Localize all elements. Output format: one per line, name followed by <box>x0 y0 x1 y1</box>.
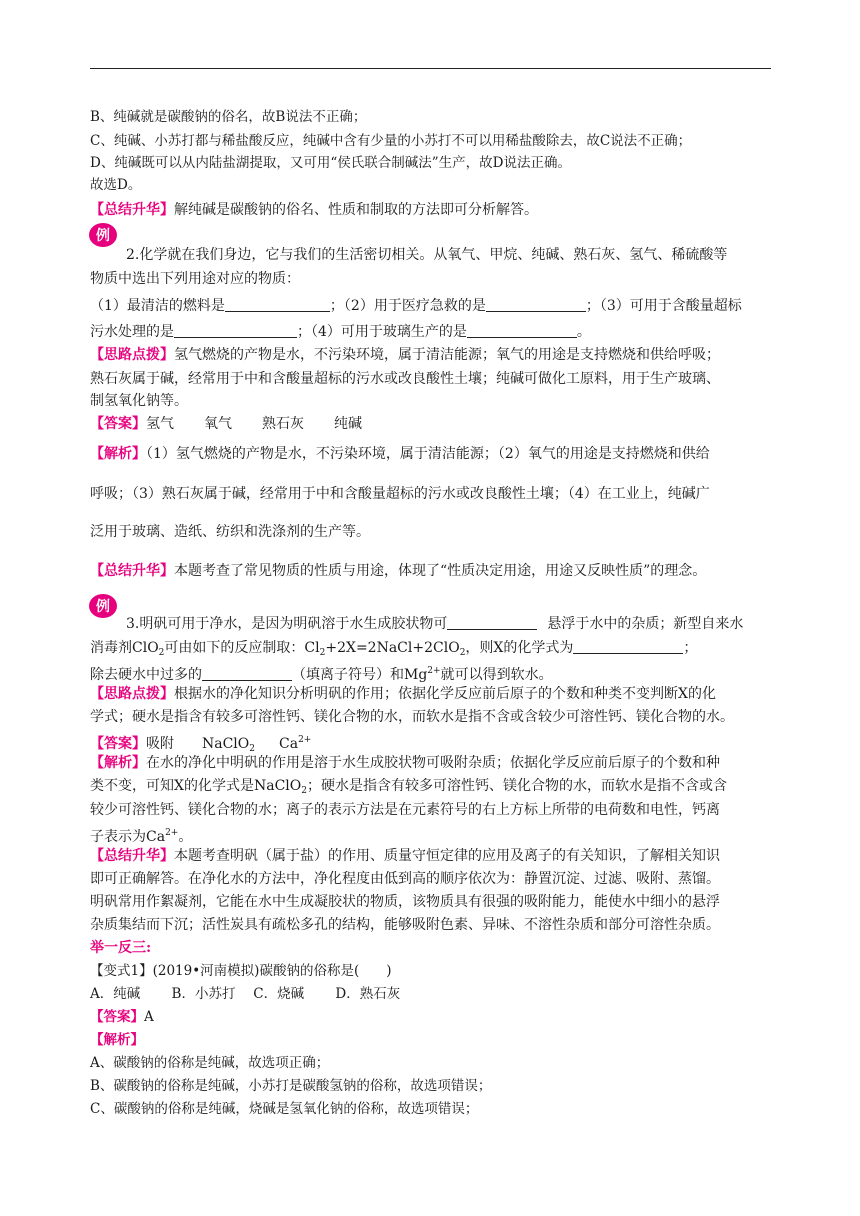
example-badge-icon <box>88 222 118 248</box>
q2-analysis-line-1: 【解析】（1）氢气燃烧的产物是水，不污染环境，属于清洁能源；（2）氧气的用途是支持燃烧和供给 <box>90 446 710 462</box>
q3-summary-line-2: 即可正确解答。在净化水的方法中，净化程度由低到高的顺序依次为：静置沉淀、过滤、吸附、蒸馏。 <box>90 871 720 887</box>
q2-hint-line-3: 制氢氧化钠等。 <box>90 393 188 409</box>
example-badge-label: 例 <box>96 599 110 615</box>
q2-blanks-line-1: （1）最清洁的燃料是 ；（2）用于医疗急救的是 ；（3）可用于含酸量超标 <box>90 298 742 314</box>
option-d-line: D、纯碱既可以从内陆盐湖提取，又可用“侯氏联合制碱法”生产，故D说法正确。 <box>90 155 571 171</box>
q2-hint-tag: 【思路点拨】 <box>90 347 174 363</box>
q3-answer-tag: 【答案】 <box>90 736 146 752</box>
q3-summary-line-4: 杂质集结而下沉；活性炭具有疏松多孔的结构，能够吸附色素、异味、不溶性杂质和部分可溶性杂质。 <box>90 917 720 933</box>
q3-hint-tag: 【思路点拨】 <box>90 686 174 702</box>
q3-analysis-line-4: 子表示为$Ca^{2+}$。 <box>90 828 193 845</box>
q3-analysis-tag: 【解析】 <box>90 755 146 771</box>
variant-analysis-tag: 【解析】 <box>90 1032 144 1048</box>
variant-answer-line: 【答案】A <box>90 1009 154 1025</box>
variant-stem: 【变式1】(2019•河南模拟)碳酸钠的俗称是( ) <box>90 963 392 979</box>
option-b-line: B、纯碱就是碳酸钠的俗名，故B说法不正确； <box>90 109 367 125</box>
q2-answer-tag: 【答案】 <box>90 416 146 432</box>
q2-analysis-tag: 【解析】 <box>90 446 146 462</box>
q2-hint-line-1: 【思路点拨】氢气燃烧的产物是水，不污染环境，属于清洁能源；氧气的用途是支持燃烧和供给呼吸； <box>90 347 720 363</box>
q3-analysis-line-1: 【解析】在水的净化中明矾的作用是溶于水生成胶状物可吸附杂质；依据化学反应前后原子的个数和种 <box>90 755 720 771</box>
q2-blank-1[interactable] <box>225 296 330 312</box>
q2-summary-line: 【总结升华】本题考查了常见物质的性质与用途，体现了“性质决定用途，用途又反映性质”的理念。 <box>90 563 707 579</box>
q3-blank-2[interactable] <box>573 638 683 654</box>
q3-hint-line-1: 【思路点拨】根据水的净化知识分析明矾的作用；依据化学反应前后原子的个数和种类不变判断X的化 <box>90 686 716 702</box>
variant-options: A．纯碱 B．小苏打 C．烧碱 D．熟石灰 <box>90 986 401 1002</box>
q2-stem-line-2: 物质中选出下列用途对应的物质： <box>90 271 300 287</box>
q2-answer-line: 【答案】氢气 氧气 熟石灰 纯碱 <box>90 416 362 432</box>
q3-summary-tag: 【总结升华】 <box>90 848 174 864</box>
variant-line-c: C、碳酸钠的俗称是纯碱，烧碱是氢氧化钠的俗称，故选项错误； <box>90 1101 479 1117</box>
variant-answer-tag: 【答案】 <box>90 1009 144 1025</box>
q2-blank-4[interactable] <box>467 322 577 338</box>
q2-blank-2[interactable] <box>486 296 586 312</box>
variant-line-b: B、碳酸钠的俗称是纯碱，小苏打是碳酸氢钠的俗称，故选项错误； <box>90 1078 492 1094</box>
option-c-line: C、纯碱、小苏打都与稀盐酸反应，纯碱中含有少量的小苏打不可以用稀盐酸除去，故C说法不正确； <box>90 133 692 149</box>
q2-analysis-line-3: 泛用于玻璃、造纸、纺织和洗涤剂的生产等。 <box>90 524 370 540</box>
q3-analysis-line-3: 较少可溶性钙、镁化合物的水；离子的表示方法是在元素符号的右上方标上所带的电荷数和电性，钙离 <box>90 802 720 818</box>
q2-blanks-line-2: 污水处理的是 ；（4）可用于玻璃生产的是 。 <box>90 324 591 340</box>
summary-tag: 【总结升华】 <box>90 202 174 218</box>
choose-line: 故选D。 <box>90 177 142 193</box>
example-badge-label: 例 <box>96 228 110 244</box>
example-badge-icon <box>88 593 118 619</box>
q2-blank-3[interactable] <box>174 322 297 338</box>
variant-heading: 举一反三: <box>90 940 152 956</box>
q2-hint-line-2: 熟石灰属于碱，经常用于中和含酸量超标的污水或改良酸性土壤；纯碱可做化工原料，用于生产玻璃、 <box>90 371 720 387</box>
q3-stem-line-2: 消毒剂ClO$_2$可由如下的反应制取：$Cl_2+2X=2NaCl+2ClO_2$，则X的化学式为 ； <box>90 640 698 658</box>
q3-stem-line-1: 3.明矾可用于净水，是因为明矾溶于水生成胶状物可 悬浮于水中的杂质；新型自来水 <box>126 616 744 632</box>
header-rule <box>90 68 771 69</box>
q3-answer-line: 【答案】吸附 NaClO$_2$ $Ca^{2+}$ <box>90 735 312 754</box>
q2-analysis-line-2: 呼吸；（3）熟石灰属于碱，经常用于中和含酸量超标的污水或改良酸性土壤；（4）在工业上，纯碱广 <box>90 486 710 502</box>
q3-summary-line-3: 明矾常用作絮凝剂，它能在水中生成凝胶状的物质，该物质具有很强的吸附能力，能使水中细小的悬浮 <box>90 894 720 910</box>
q3-summary-line-1: 【总结升华】本题考查明矾（属于盐）的作用、质量守恒定律的应用及离子的有关知识，了解相关知识 <box>90 848 720 864</box>
q3-stem-line-3: 除去硬水中过多的 （填离子符号）和$Mg^{2+}$就可以得到软水。 <box>90 666 553 683</box>
summary-line <box>90 199 538 221</box>
q3-blank-1[interactable] <box>447 614 537 630</box>
q3-blank-3[interactable] <box>202 665 292 681</box>
q2-summary-tag: 【总结升华】 <box>90 563 174 579</box>
q3-analysis-line-2: 类不变，可知X的化学式是NaClO$_2$；硬水是指含有较多可溶性钙、镁化合物的水，而软水是指不含或含 <box>90 778 727 796</box>
variant-line-a: A、碳酸钠的俗称是纯碱，故选项正确； <box>90 1055 330 1071</box>
q3-hint-line-2: 学式；硬水是指含有较多可溶性钙、镁化合物的水，而软水是指不含或含较少可溶性钙、镁化合物的水。 <box>90 709 734 725</box>
summary-text: 解纯碱是碳酸钠的俗名、性质和制取的方法即可分析解答。 <box>174 202 538 218</box>
q2-stem-line-1: 2.化学就在我们身边，它与我们的生活密切相关。从氧气、甲烷、纯碱、熟石灰、氢气、稀硫酸等 <box>126 247 728 263</box>
